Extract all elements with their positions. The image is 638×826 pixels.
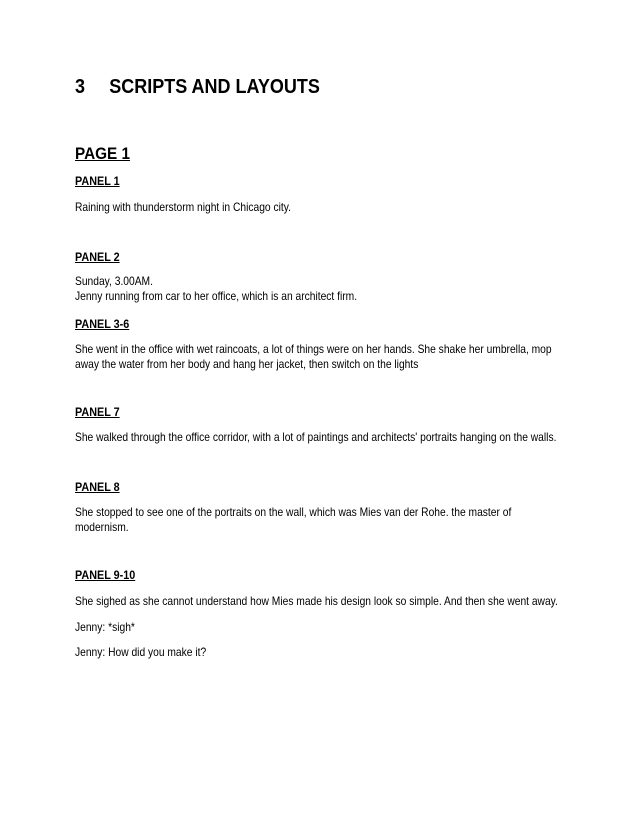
panel-3-6-line-1: She went in the office with wet raincoats, a lot of things were on her hands. She shake her umbrella, mop — [75, 342, 552, 356]
page-heading: PAGE 1 — [75, 144, 130, 163]
panel-8-line-2: modernism. — [75, 520, 129, 534]
panel-8-title: PANEL 8 — [75, 480, 120, 494]
panel-9-10-line-3: Jenny: How did you make it? — [75, 645, 207, 659]
panel-9-10-line-1: She sighed as she cannot understand how Mies made his design look so simple. And then she went away. — [75, 594, 558, 608]
chapter-number: 3 — [75, 76, 86, 98]
panel-2-title: PANEL 2 — [75, 250, 120, 264]
panel-2-line-1: Sunday, 3.00AM. — [75, 274, 153, 288]
panel-7-line-1: She walked through the office corridor, with a lot of paintings and architects' portraits hanging on the walls. — [75, 430, 557, 444]
panel-3-6-line-2: away the water from her body and hang her jacket, then switch on the lights — [75, 357, 419, 371]
panel-3-6-title: PANEL 3-6 — [75, 317, 130, 331]
chapter-heading — [75, 76, 320, 99]
panel-9-10-line-2: Jenny: *sigh* — [75, 620, 135, 634]
panel-1-title: PANEL 1 — [75, 174, 120, 188]
panel-8-line-1: She stopped to see one of the portraits on the wall, which was Mies van der Rohe. the master of — [75, 505, 512, 519]
panel-7-title: PANEL 7 — [75, 405, 120, 419]
panel-1-line-1: Raining with thunderstorm night in Chicago city. — [75, 200, 291, 214]
chapter-title: SCRIPTS AND LAYOUTS — [109, 76, 320, 98]
panel-9-10-title: PANEL 9-10 — [75, 568, 136, 582]
panel-2-line-2: Jenny running from car to her office, which is an architect firm. — [75, 289, 358, 303]
